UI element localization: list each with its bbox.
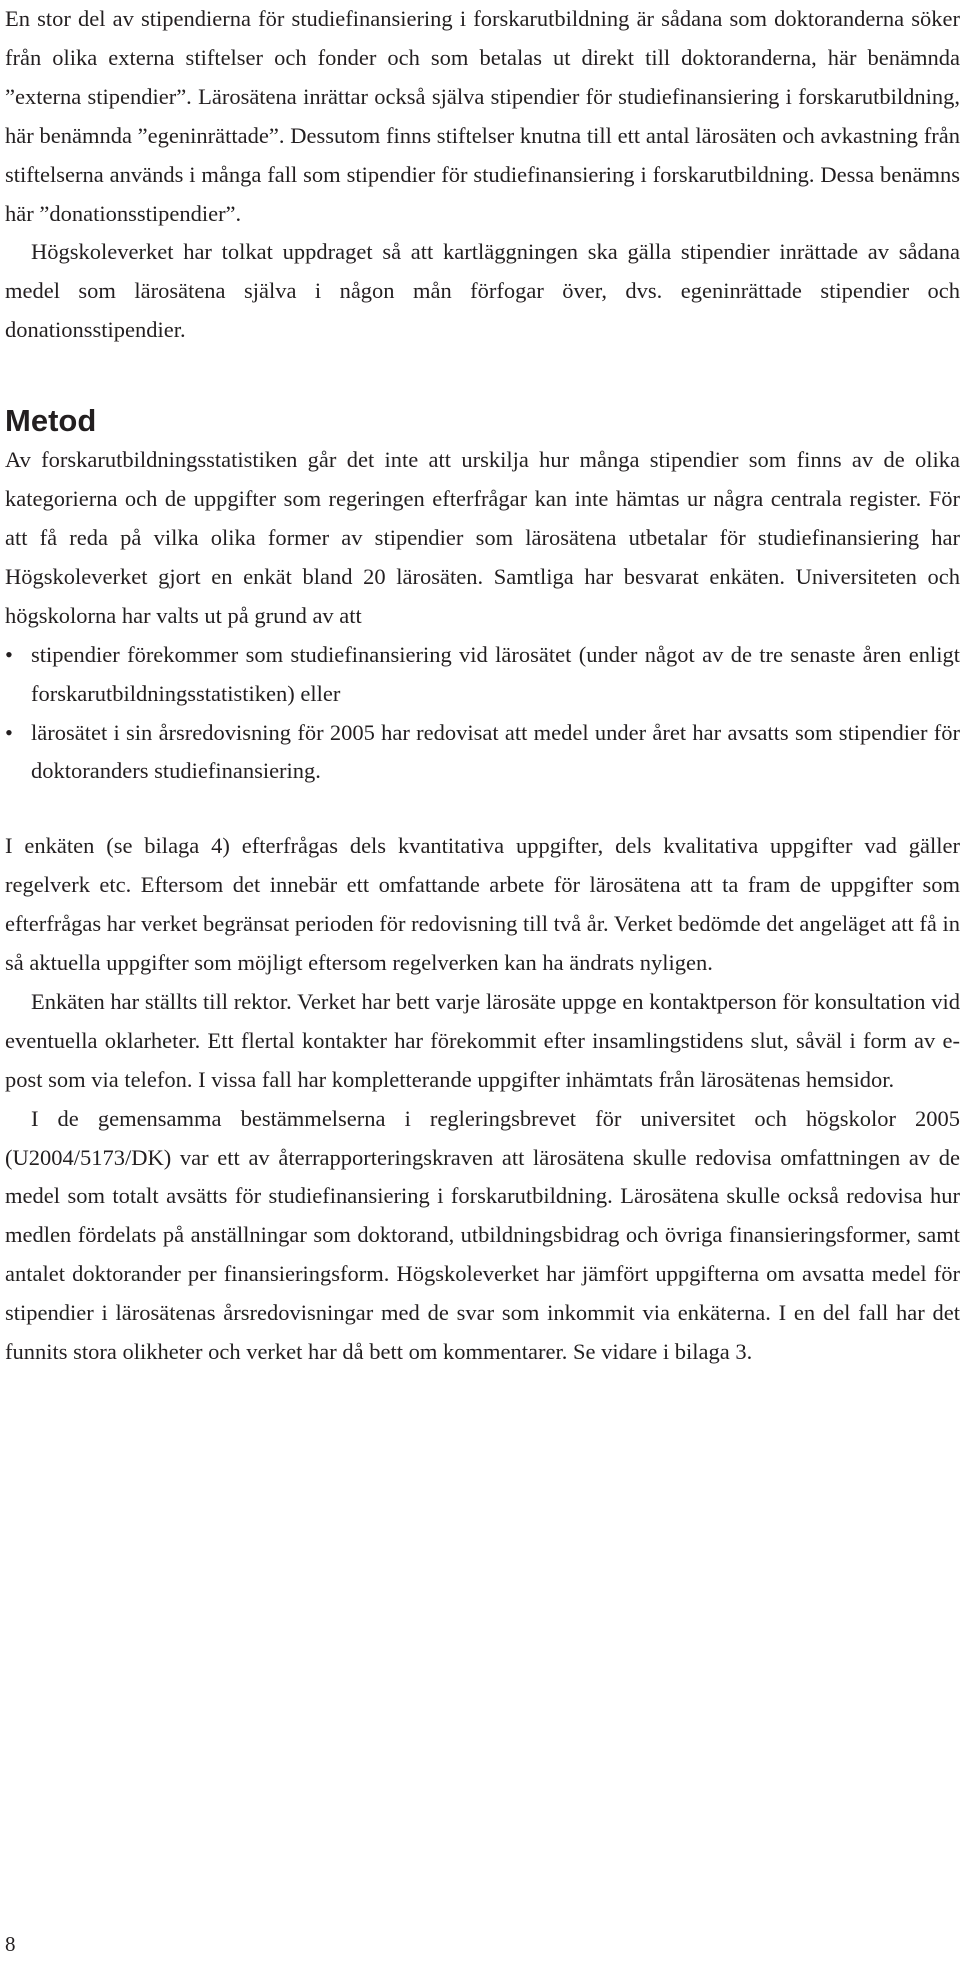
list-item-text: stipendier förekommer som studiefinansiering vid lärosätet (under något av de tre senaste åren enligt forskarutbildningsstatistiken) eller — [31, 641, 960, 706]
criteria-list — [5, 636, 960, 792]
intro-paragraph-2: Högskoleverket har tolkat uppdraget så att kartläggningen ska gälla stipendier inrättade av sådana medel som lärosätena själva i någon mån förfogar över, dvs. egeninrättade stipendier och donationsstipendier. — [5, 239, 960, 343]
document-page — [5, 0, 960, 1372]
list-item — [5, 714, 960, 792]
method-paragraph-1: Av forskarutbildningsstatistiken går det inte att urskilja hur många stipendier som finns av de olika kategorierna och de uppgifter som regeringen efterfrågar kan inte hämtas ur några centrala register. För att få reda på vilka olika former av stipendier som lärosätena utbetalar för studiefinansiering har Högskoleverket gjort en enkät bland 20 lärosäten. Samtliga har besvarat enkäten. Universiteten och högskolorna har valts ut på grund av att — [5, 447, 960, 628]
method-paragraph-4: I de gemensamma bestämmelserna i regleringsbrevet för universitet och högskolor 2005 (U2004/5173/DK) var ett av återrapporteringskraven att lärosätena skulle redovisa omfattningen av de medel som totalt avsätts för studiefinansiering i forskarutbildning. Lärosätena skulle också redovisa hur medlen fördelats på anställningar som doktorand, utbildningsbidrag och övriga finansieringsformer, samt antalet doktorander per finansieringsform. Högskoleverket har jämfört uppgifterna om avsatta medel för stipendier i lärosätenas årsredovisningar med de svar som inkommit via enkäterna. I en del fall har det funnits stora olikheter och verket har då bett om kommentarer. Se vidare i bilaga 3. — [5, 1105, 960, 1365]
bullet-icon: • — [5, 641, 13, 667]
bullet-icon: • — [5, 719, 13, 745]
page-number: 8 — [5, 1932, 16, 1956]
section-heading: Metod — [5, 403, 97, 439]
list-item — [5, 636, 960, 714]
list-item-text: lärosätet i sin årsredovisning för 2005 har redovisat att medel under året har avsatts som stipendier för doktoranders studiefinansiering. — [31, 719, 960, 784]
method-paragraph-3: Enkäten har ställts till rektor. Verket har bett varje lärosäte uppge en kontaktperson för konsultation vid eventuella oklarheter. Ett flertal kontakter har förekommit efter insamlingstidens slut, såväl i form av e-post som via telefon. I vissa fall har kompletterande uppgifter inhämtats från lärosätenas hemsidor. — [5, 988, 960, 1092]
intro-paragraph-1: En stor del av stipendierna för studiefinansiering i forskarutbildning är sådana som doktoranderna söker från olika externa stiftelser och fonder och som betalas ut direkt till doktoranderna, här benämnda ”externa stipendier”. Lärosätena inrättar också själva stipendier för studiefinansiering i forskarutbildning, här benämnda ”egeninrättade”. Dessutom finns stiftelser knutna till ett antal lärosäten och avkastning från stiftelserna används i många fall som stipendier för studiefinansiering i forskarutbildning. Dessa benämns här ”donationsstipendier”. — [5, 6, 960, 226]
paragraph-spacer — [5, 791, 960, 827]
method-paragraph-2: I enkäten (se bilaga 4) efterfrågas dels kvantitativa uppgifter, dels kvalitativa uppgifter vad gäller regelverk etc. Eftersom det innebär ett omfattande arbete för lärosätena att ta fram de uppgifter som efterfrågas har verket begränsat perioden för redovisning till två år. Verket bedömde det angeläget att få in så aktuella uppgifter som möjligt eftersom regelverken kan ha ändrats nyligen. — [5, 833, 960, 976]
